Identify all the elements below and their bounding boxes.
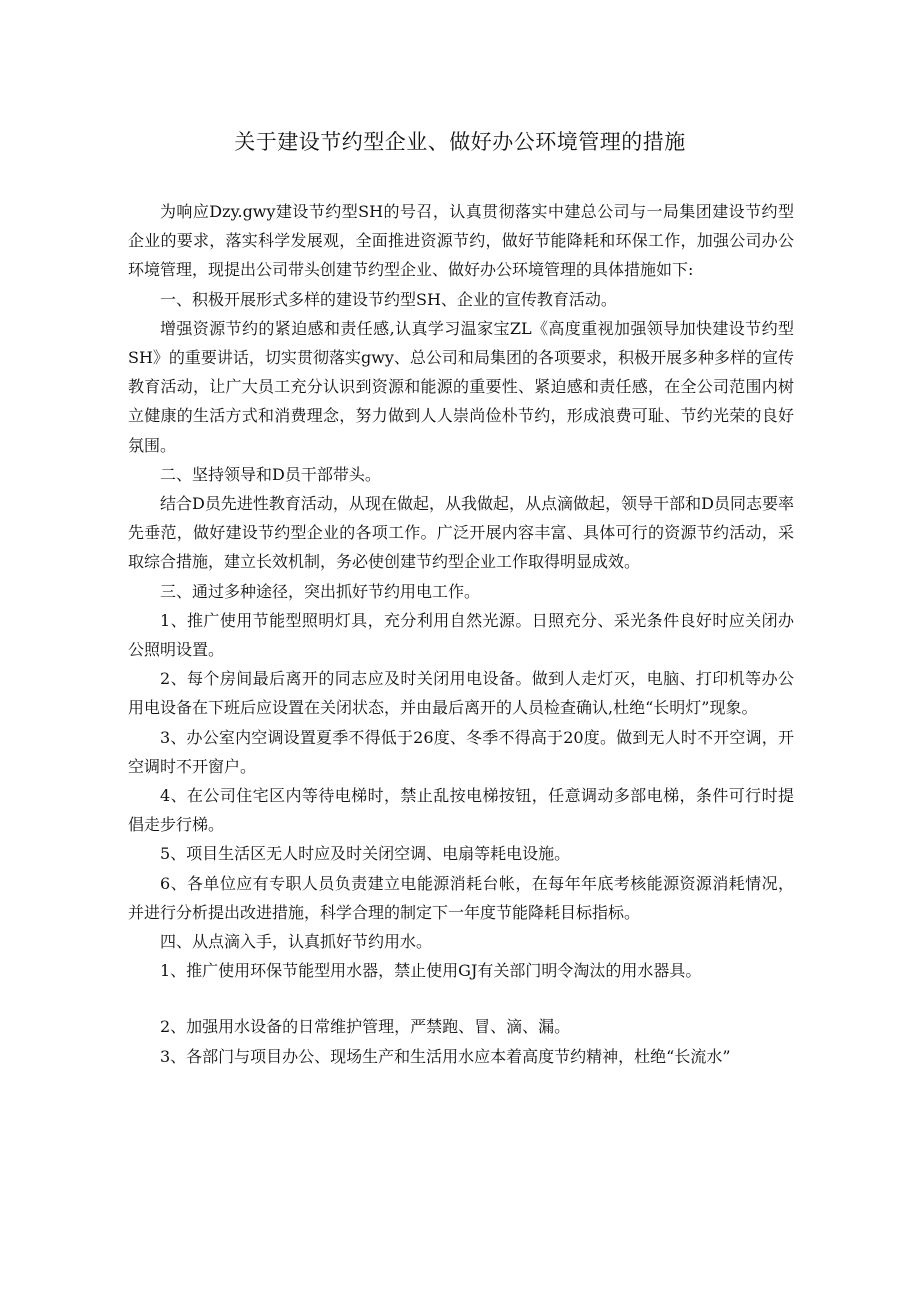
list-item: 3、各部门与项目办公、现场生产和生活用水应本着高度节约精神，杜绝“长流水” [160,1046,731,1066]
list-item: 6、各单位应有专职人员负责建立电能源消耗台帐，在每年年底考核能源资源消耗情况，并进行分析提出改进措施，科学合理的制定下一年度节能降耗目标指标。 [128,873,794,922]
list-item: 3、办公室内空调设置夏季不得低于26度、冬季不得高于20度。做到无人时不开空调，开空调时不开窗户。 [128,727,794,776]
section-heading-2: 二、坚持领导和D员干部带头。 [160,464,381,484]
section-heading-3: 三、通过多种途径，突出抓好节约用电工作。 [160,581,481,601]
list-item: 1、推广使用节能型照明灯具，充分利用自然光源。日照充分、采光条件良好时应关闭办公照明设置。 [128,610,794,660]
list-item: 4、在公司住宅区内等待电梯时，禁止乱按电梯按钮，任意调动多部电梯，条件可行时提倡走步行梯。 [128,786,794,835]
body-paragraph: 结合D员先进性教育活动，从现在做起，从我做起，从点滴做起，领导干部和D员同志要率先垂范，做好建设节约型企业的各项工作。广泛开展内容丰富、具体可行的资源节约活动，采取综合措施，建立长效机制，务必使创建节约型企业工作取得明显成效。 [128,494,794,572]
document-body [128,197,794,1071]
list-item: 2、加强用水设备的日常维护管理，严禁跑、冒、滴、漏。 [160,1017,571,1037]
document-title: 关于建设节约型企业、做好办公环境管理的措施 [234,130,686,154]
section-heading-4: 四、从点滴入手，认真抓好节约用水。 [160,932,433,952]
list-item: 5、项目生活区无人时应及时关闭空调、电扇等耗电设施。 [160,844,571,864]
body-paragraph: 增强资源节约的紧迫感和责任感,认真学习温家宝ZL《高度重视加强领导加快建设节约型SH》的重要讲话，切实贯彻落实gwy、总公司和局集团的各项要求，积极开展多种多样的宣传教育活动，让广大员工充分认识到资源和能源的重要性、紧迫感和责任感，在全公司范围内树立健康的生活方式和消费理念，努力做到人人崇尚俭朴节约，形成浪费可耻、节约光荣的良好氛围。 [128,318,794,455]
intro-paragraph: 为响应Dzy.gwy建设节约型SH的号召，认真贯彻落实中建总公司与一局集团建设节约型企业的要求，落实科学发展观，全面推进资源节约，做好节能降耗和环保工作，加强公司办公环境管理，现提出公司带头创建节约型企业、做好办公环境管理的具体措施如下: [128,202,794,280]
list-item: 1、推广使用环保节能型用水器，禁止使用GJ有关部门明令淘汰的用水器具。 [160,961,702,981]
section-heading-1: 一、积极开展形式多样的建设节约型SH、企业的宣传教育活动。 [160,289,617,309]
list-item: 2、每个房间最后离开的同志应及时关闭用电设备。做到人走灯灭，电脑、打印机等办公用电设备在下班后应设置在关闭状态，并由最后离开的人员检查确认,杜绝“长明灯”现象。 [128,669,794,718]
